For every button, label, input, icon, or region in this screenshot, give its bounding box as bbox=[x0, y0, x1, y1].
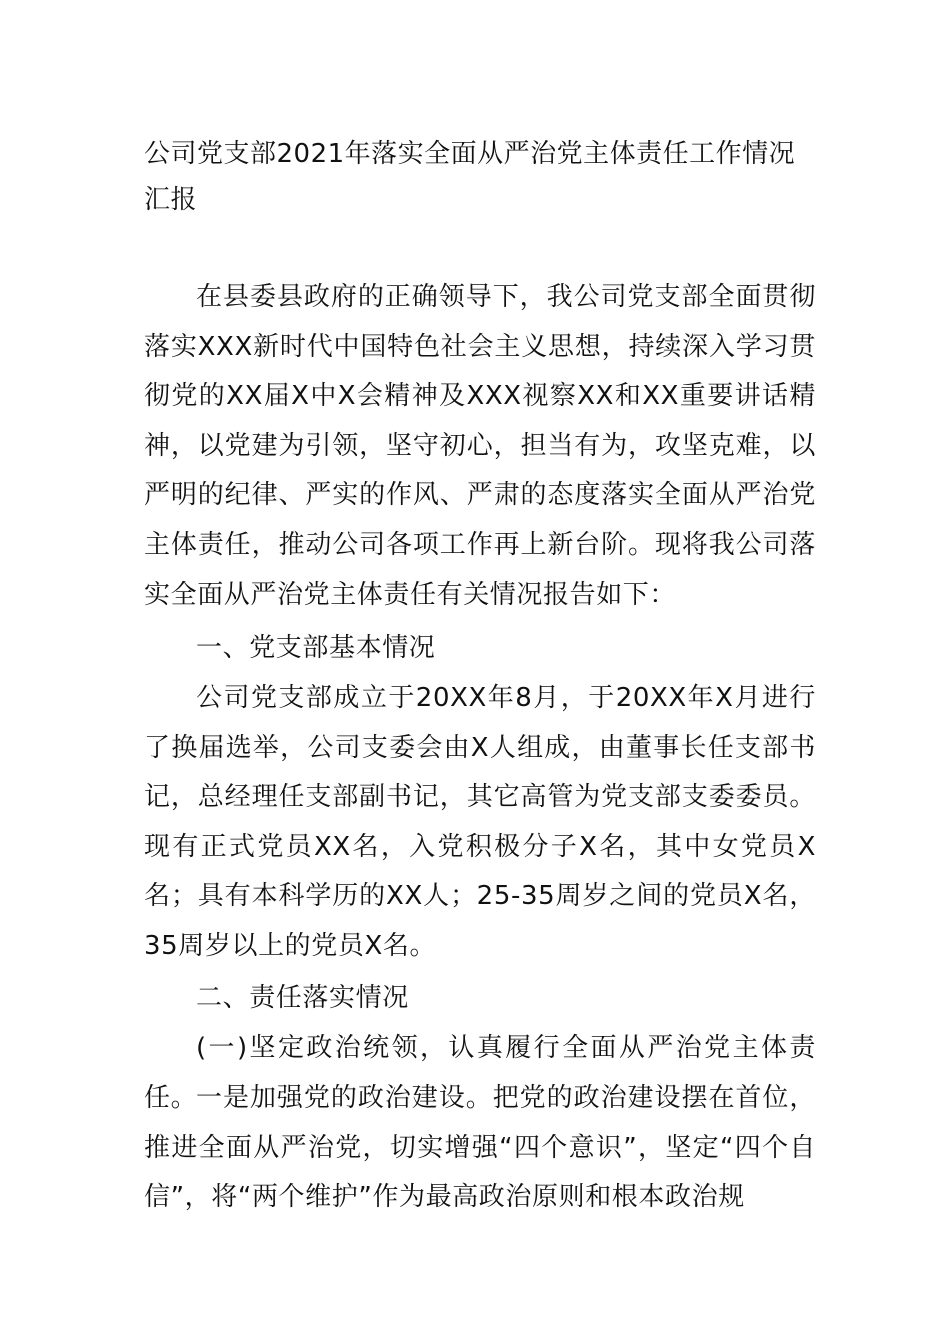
document-title: 公司党支部2021年落实全面从严治党主体责任工作情况汇报 bbox=[144, 139, 796, 215]
section-heading-2: 二、责任落实情况 bbox=[196, 983, 409, 1013]
subsection-heading-1: (一)坚定政治统领，认真履行全面从严治党主体责任。 bbox=[144, 1033, 816, 1113]
intro-paragraph: 在县委县政府的正确领导下，我公司党支部全面贯彻落实XXX新时代中国特色社会主义思想，持续深入学习贯彻党的XX届X中X会精神及XXX视察XX和XX重要讲话精神，以党建为引领，坚守初心，担当有为，攻坚克难，以严明的纪律、严实的作风、严肃的态度落实全面从严治党主体责任，推动公司各项工作再上新台阶。现将我公司落实全面从严治党主体责任有关情况报告如下： bbox=[144, 282, 816, 610]
political-building-paragraph: 一是加强党的政治建设。把党的政治建设摆在首位，推进全面从严治党，切实增强“四个意识”，坚定“四个自信”，将“两个维护”作为最高政治原则和根本政治规 bbox=[144, 1083, 816, 1213]
basic-info-paragraph: 公司党支部成立于20XX年8月，于20XX年X月进行了换届选举，公司支委会由X人组成，由董事长任支部书记，总经理任支部副书记，其它高管为党支部支委委员。现有正式党员XX名，入党积极分子X名，其中女党员X名；具有本科学历的XX人；25-35周岁之间的党员X名，35周岁以上的党员X名。 bbox=[144, 683, 816, 961]
section-heading-1: 一、党支部基本情况 bbox=[196, 633, 436, 663]
